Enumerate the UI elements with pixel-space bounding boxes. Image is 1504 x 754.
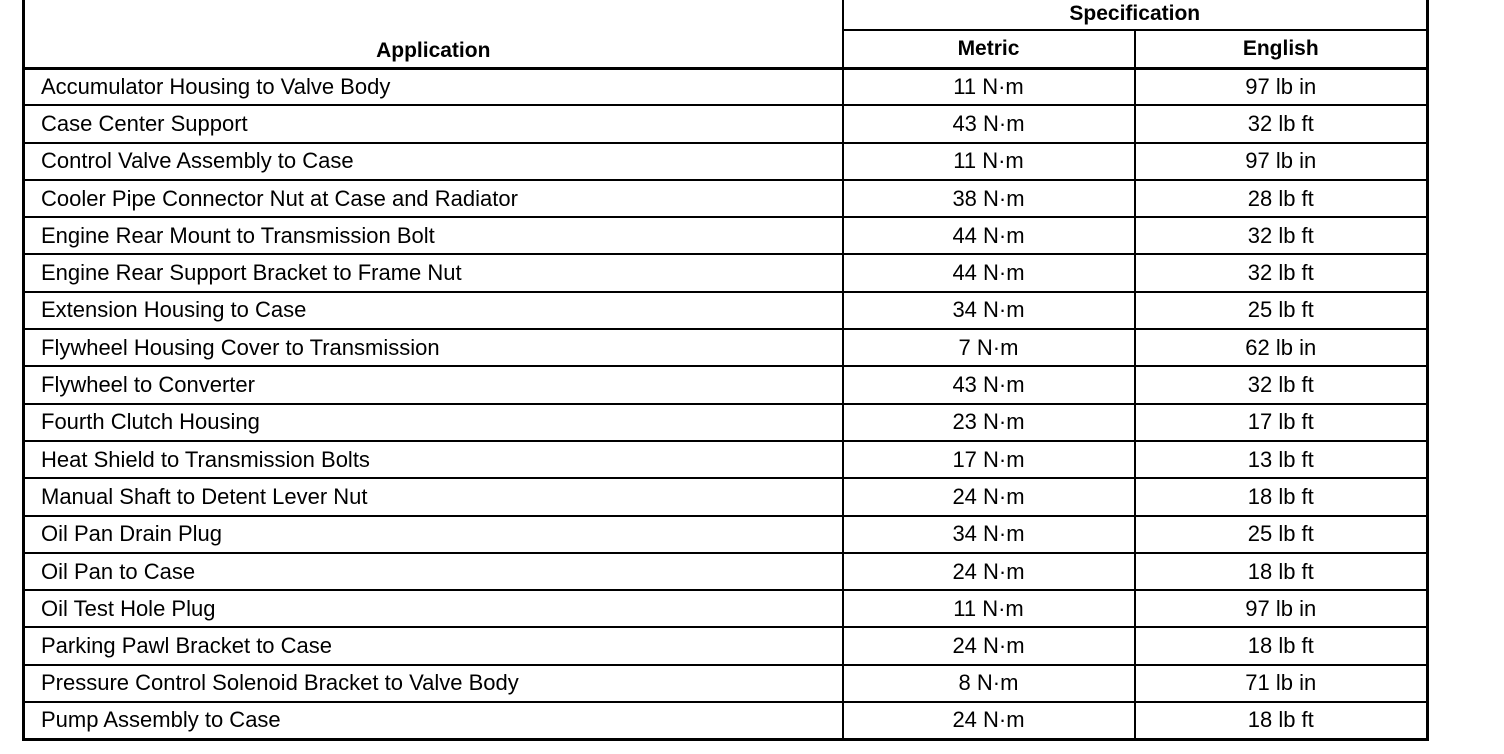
application-cell: Control Valve Assembly to Case xyxy=(24,143,843,180)
english-value-cell: 18 lb ft xyxy=(1135,478,1428,515)
english-value-cell: 17 lb ft xyxy=(1135,404,1428,441)
application-cell: Flywheel Housing Cover to Transmission xyxy=(24,329,843,366)
table-header xyxy=(24,0,1428,68)
metric-value-cell: 11 N·m xyxy=(843,590,1135,627)
metric-column-header: Metric xyxy=(843,30,1135,68)
table-row xyxy=(24,478,1428,515)
metric-value-cell: 43 N·m xyxy=(843,105,1135,142)
application-cell: Extension Housing to Case xyxy=(24,292,843,329)
metric-value-cell: 24 N·m xyxy=(843,478,1135,515)
table-row xyxy=(24,292,1428,329)
table-body xyxy=(24,68,1428,739)
application-cell: Accumulator Housing to Valve Body xyxy=(24,68,843,105)
metric-value-cell: 7 N·m xyxy=(843,329,1135,366)
metric-value-cell: 34 N·m xyxy=(843,516,1135,553)
application-cell: Oil Pan Drain Plug xyxy=(24,516,843,553)
metric-value-cell: 11 N·m xyxy=(843,143,1135,180)
metric-value-cell: 24 N·m xyxy=(843,627,1135,664)
english-column-header: English xyxy=(1135,30,1428,68)
table-row xyxy=(24,627,1428,664)
english-value-cell: 18 lb ft xyxy=(1135,627,1428,664)
application-cell: Oil Test Hole Plug xyxy=(24,590,843,627)
application-cell: Cooler Pipe Connector Nut at Case and Radiator xyxy=(24,180,843,217)
english-value-cell: 62 lb in xyxy=(1135,329,1428,366)
metric-value-cell: 38 N·m xyxy=(843,180,1135,217)
metric-value-cell: 34 N·m xyxy=(843,292,1135,329)
metric-value-cell: 24 N·m xyxy=(843,553,1135,590)
table-row xyxy=(24,180,1428,217)
metric-value-cell: 44 N·m xyxy=(843,217,1135,254)
table-row xyxy=(24,217,1428,254)
table-row xyxy=(24,68,1428,105)
table-row xyxy=(24,366,1428,403)
application-cell: Pump Assembly to Case xyxy=(24,702,843,739)
table-row xyxy=(24,553,1428,590)
english-value-cell: 13 lb ft xyxy=(1135,441,1428,478)
application-cell: Case Center Support xyxy=(24,105,843,142)
metric-value-cell: 43 N·m xyxy=(843,366,1135,403)
metric-value-cell: 24 N·m xyxy=(843,702,1135,739)
table-row xyxy=(24,441,1428,478)
table-row xyxy=(24,516,1428,553)
table-row xyxy=(24,702,1428,739)
header-row-top xyxy=(24,0,1428,30)
table-row xyxy=(24,590,1428,627)
metric-value-cell: 23 N·m xyxy=(843,404,1135,441)
english-value-cell: 32 lb ft xyxy=(1135,366,1428,403)
english-value-cell: 71 lb in xyxy=(1135,665,1428,702)
application-cell: Parking Pawl Bracket to Case xyxy=(24,627,843,664)
english-value-cell: 28 lb ft xyxy=(1135,180,1428,217)
table-row xyxy=(24,254,1428,291)
english-value-cell: 97 lb in xyxy=(1135,143,1428,180)
application-cell: Fourth Clutch Housing xyxy=(24,404,843,441)
table-row xyxy=(24,404,1428,441)
torque-spec-table xyxy=(22,0,1429,741)
metric-value-cell: 11 N·m xyxy=(843,68,1135,105)
english-value-cell: 97 lb in xyxy=(1135,68,1428,105)
english-value-cell: 18 lb ft xyxy=(1247,707,1314,733)
table-row xyxy=(24,105,1428,142)
application-cell: Engine Rear Mount to Transmission Bolt xyxy=(24,217,843,254)
application-column-header: Application xyxy=(24,0,843,68)
application-cell: Heat Shield to Transmission Bolts xyxy=(24,441,843,478)
english-value-cell: 32 lb ft xyxy=(1135,105,1428,142)
application-cell: Pressure Control Solenoid Bracket to Valve Body xyxy=(24,665,843,702)
english-value-cell: 32 lb ft xyxy=(1135,254,1428,291)
english-value-cell: 97 lb in xyxy=(1135,590,1428,627)
application-cell: Flywheel to Converter xyxy=(24,366,843,403)
english-value-cell: 25 lb ft xyxy=(1135,292,1428,329)
metric-value-cell: 44 N·m xyxy=(843,254,1135,291)
application-cell: Engine Rear Support Bracket to Frame Nut xyxy=(24,254,843,291)
table-row xyxy=(24,329,1428,366)
application-cell: Manual Shaft to Detent Lever Nut xyxy=(24,478,843,515)
english-value-cell: 25 lb ft xyxy=(1135,516,1428,553)
table-row xyxy=(24,143,1428,180)
metric-value-cell: 17 N·m xyxy=(843,441,1135,478)
metric-value-cell: 8 N·m xyxy=(843,665,1135,702)
english-value-cell: 18 lb ft xyxy=(1135,553,1428,590)
table-row xyxy=(24,665,1428,702)
specification-column-header: Specification xyxy=(843,0,1428,30)
english-value-cell: 32 lb ft xyxy=(1135,217,1428,254)
application-cell: Oil Pan to Case xyxy=(24,553,843,590)
